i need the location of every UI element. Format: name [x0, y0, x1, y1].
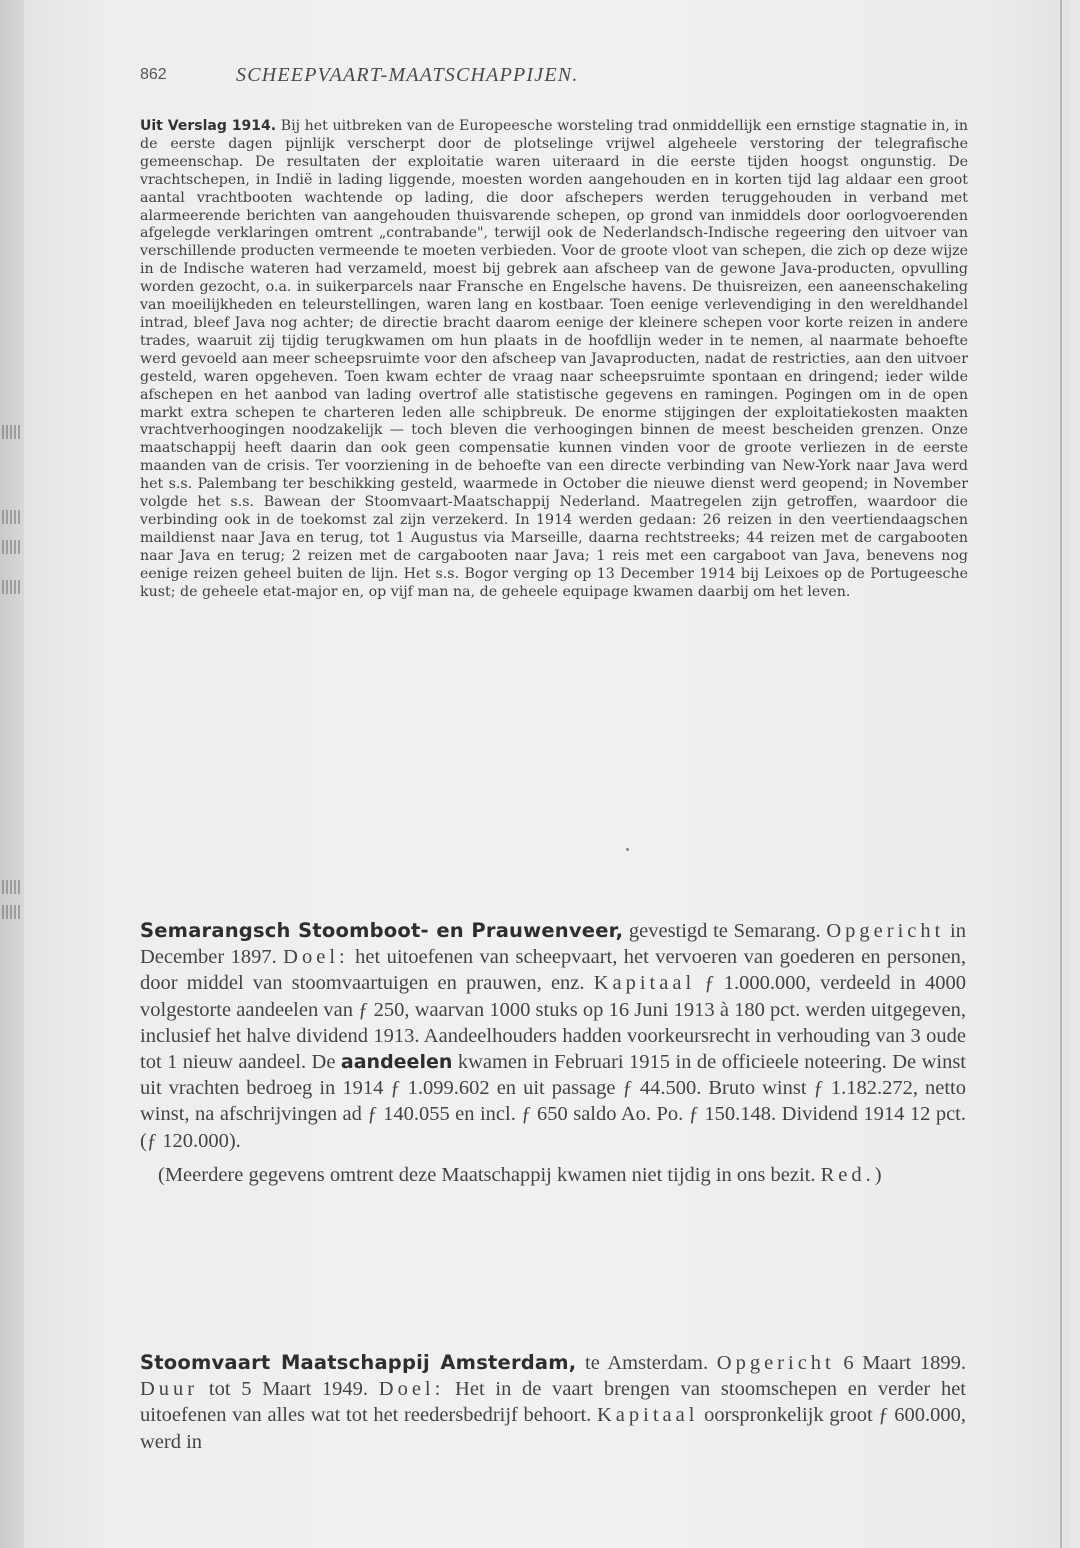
bleed-mark — [2, 580, 22, 594]
page-header — [140, 64, 970, 90]
bleed-mark — [2, 880, 22, 894]
text-run: het uitoefenen van scheepvaart, het vervoeren van goederen en personen, door middel van stoomvaartuigen en prauwen, enz. — [140, 946, 966, 995]
text-run: ) — [874, 1163, 882, 1186]
label-duur: Duur — [140, 1378, 199, 1401]
entry-paragraph — [140, 918, 966, 1154]
label-aandeelen: aandeelen — [340, 1051, 453, 1074]
scan-margin-left — [0, 0, 24, 1548]
bleed-mark — [2, 510, 22, 524]
label-kapitaal: Kapitaal — [596, 1404, 699, 1427]
text-run: Het in de vaart brengen van stoomschepen en verder het uitoefenen van alles wat tot het reedersbedrijf behoort. — [140, 1378, 966, 1427]
editor-note — [140, 1162, 966, 1188]
section-lead: Uit Verslag 1914. — [140, 118, 277, 134]
bleed-mark — [2, 425, 22, 439]
label-red: Red. — [820, 1163, 875, 1186]
text-run: tot 5 Maart 1949. — [198, 1378, 379, 1401]
page-number: 862 — [140, 66, 167, 83]
label-opgericht: Opgericht — [716, 1352, 835, 1374]
company-name: Semarangsch Stoomboot- en Prauwenveer, — [140, 919, 624, 942]
running-head: SCHEEPVAART-MAATSCHAPPIJEN. — [236, 64, 579, 86]
label-opgericht: Opgericht — [826, 920, 945, 942]
text-run: ƒ 1.000.000, verdeeld in 4000 volgestorte aandeelen van ƒ 250, waarvan 1000 stuks op 16 Juni 1913 à 180 pct. werden uitgegeven, inclusief het halve dividend 1913. Aandeelhouders hadden voorkeursrecht in verhouding van 3 oude tot 1 nieuw aandeel. De — [140, 972, 966, 1074]
section-body: Bij het uitbreken van de Europeesche worsteling trad onmiddellijk een ernstige stagnatie in, in de eerste dagen pijnlijk verscherpt door de plotselinge vrijwel algeheele verstoring der telegrafische gemeenschap. De resultaten der exploitatie waren uiteraard in die eerste tijden hoogst ongunstig. De vrachtschepen, in Indië in lading liggende, moesten worden aangehouden en in korten tijd lag aldaar een groot aantal vrachtbooten wachtende op lading, die door afschepers werden teruggehouden in verband met alarmeerende berichten van aangehouden thuisvarende schepen, op grond van inmiddels door oorlogvoerenden afgelegde verklaringen omtrent „contrabande", terwijl ook de Nederlandsch-Indische regeering den uitvoer van verschillende producten vermeende te moeten verbieden. Voor de groote vloot van schepen, die zich op deze wijze in de Indische wateren had verzameld, moest bij gebrek aan afscheep van de gewone Java-producten, opvulling worden gezocht, o.a. in suikerparcels naar Fransche en Engelsche havens. De thuisreizen, een aaneenschakeling van moeilijkheden en teleurstellingen, waren lang en kostbaar. Toen eenige verlevendiging in den wereldhandel intrad, bleef Java nog achter; de directie bracht daarom eenige der kleinere schepen voor korte reizen in andere trades, waaruit zij tijdig terugkwamen om hun plaats in de hoofdlijn weder in te nemen, al naarmate behoefte werd gevoeld aan meer scheepsruimte voor den afscheep van Javaproducten, nadat de restricties, aan den uitvoer gesteld, waren opgeheven. Toen kwam echter de vraag naar scheepsruimte spontaan en dringend; ieder wilde afschepen en het aanbod van lading overtrof alle statistische gegevens en ramingen. Pogingen om in de open markt extra schepen te charteren leden alle schipbreuk. De enorme stijgingen der exploitatiekosten maakten vrachtverhoogingen noodzakelijk — toch bleven die verhoogingen binnen de meest bescheiden grenzen. Onze maatschappij heeft daarin dan ook geen compensatie kunnen vinden voor de groote verliezen in de eerste maanden van de crisis. Ter voorziening in de behoefte van een directe verbinding van New-York naar Java werd het s.s. Palembang ter beschikking gesteld, waarmede in October die nieuwe dienst werd geopend; in November volgde het s.s. Bawean der Stoomvaart-Maatschappij Nederland. Maatregelen zijn getroffen, waardoor die verbinding ook in de toekomst zal zijn verzekerd. In 1914 werden gedaan: 26 reizen in den veertiendaagschen maildienst naar Java en terug, tot 1 Augustus via Marseille, daarna rechtstreeks; 44 reizen met de cargabooten naar Java en terug; 2 reizen met de cargabooten naar Java; 1 reis met een cargaboot van Java, benevens nog eenige reizen geheel buiten de lijn. Het s.s. Bogor verging op 13 December 1914 bij Leixoes op de Portugeesche kust; de geheele etat-major en, op vijf man na, de geheele equipage kwamen daarbij om het leven. — [140, 118, 968, 600]
text-run: gevestigd te Semarang. — [623, 920, 827, 942]
print-speck — [626, 848, 629, 851]
label-doel: Doel: — [283, 946, 349, 969]
bleed-mark — [2, 905, 22, 919]
text-run: oorspronkelijk groot ƒ 600.000, werd in — [140, 1404, 966, 1453]
label-doel: Doel: — [378, 1378, 445, 1401]
text-run: in December 1897. — [140, 920, 966, 969]
text-run: 6 Maart 1899. — [834, 1352, 967, 1374]
text-run: (Meerdere gegevens omtrent deze Maatschappij kwamen niet tijdig in ons bezit. — [158, 1163, 821, 1186]
company-name: Stoomvaart Maatschappij Amsterdam, — [140, 1351, 577, 1374]
section-verslag-1914 — [140, 118, 968, 601]
section-stoomvaart-amsterdam — [140, 1350, 966, 1455]
bleed-mark — [2, 540, 22, 554]
text-run: te Amsterdam. — [576, 1352, 717, 1374]
section-semarangsch-stoomboot — [140, 918, 966, 1188]
label-kapitaal: Kapitaal — [593, 972, 696, 995]
page-edge — [1060, 0, 1062, 1548]
text-run: kwamen in Februari 1915 in de officieele noteering. De winst uit vrachten bedroeg in 1914 ƒ 1.099.602 en uit passage ƒ 44.500. Bruto winst ƒ 1.182.272, netto winst, na afschrijvingen ad ƒ 140.055 en incl. ƒ 650 saldo Ao. Po. ƒ 150.148. Dividend 1914 12 pct. (ƒ 120.000). — [140, 1051, 966, 1152]
